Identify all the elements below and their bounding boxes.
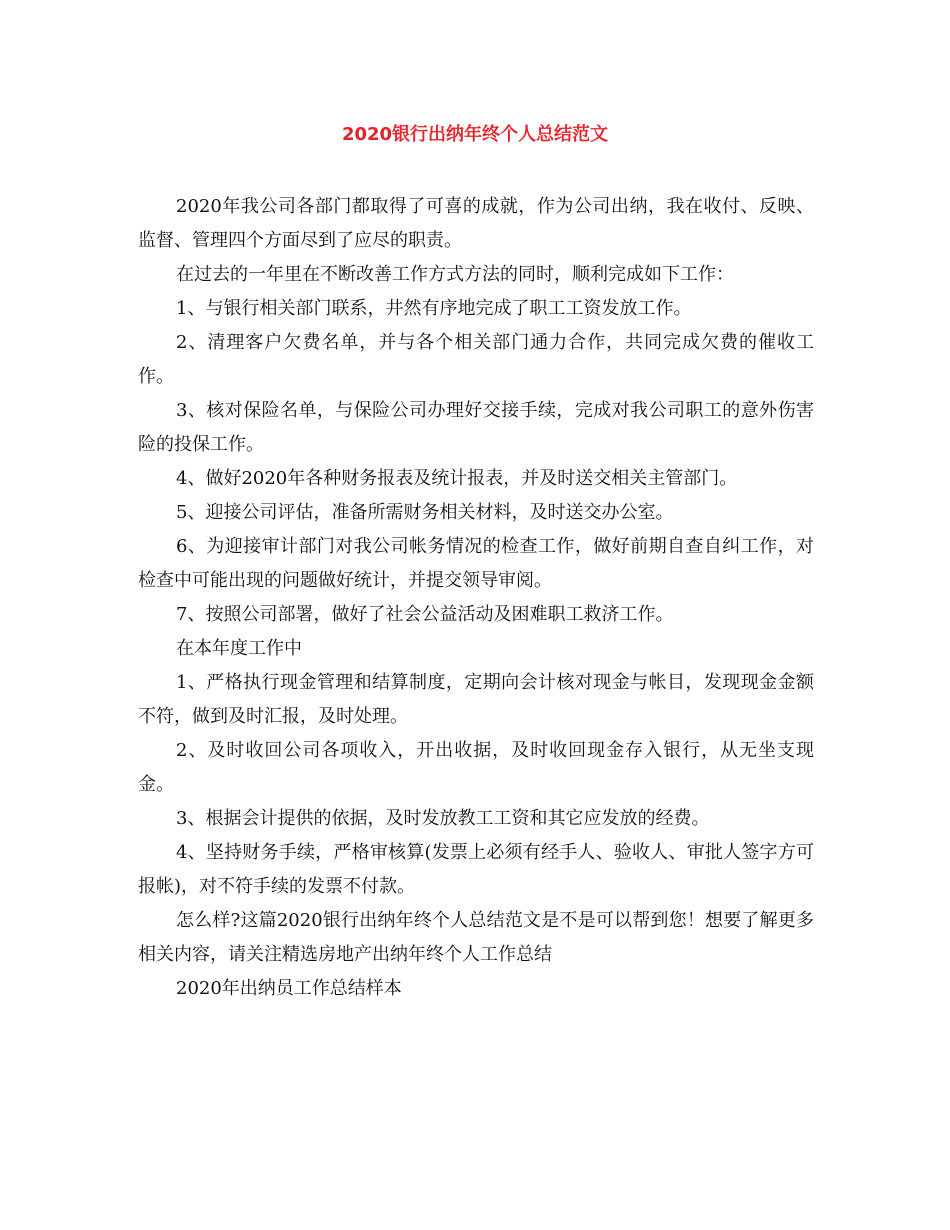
paragraph-item: 3、根据会计提供的依据，及时发放教工工资和其它应发放的经费。 bbox=[176, 808, 710, 829]
paragraph-item: 1、与银行相关部门联系，井然有序地完成了职工工资发放工作。 bbox=[176, 298, 692, 319]
paragraph-item: 4、做好2020年各种财务报表及统计报表，并及时送交相关主管部门。 bbox=[176, 468, 738, 489]
paragraph-intro: 2020年我公司各部门都取得了可喜的成就，作为公司出纳，我在收付、反映、监督、管理四个方面尽到了应尽的职责。 bbox=[138, 196, 814, 251]
paragraph-item: 2、及时收回公司各项收入，开出收据，及时收回现金存入银行，从无坐支现金。 bbox=[138, 740, 814, 795]
paragraph-item: 6、为迎接审计部门对我公司帐务情况的检查工作，做好前期自查自纠工作，对检查中可能出现的问题做好统计，并提交领导审阅。 bbox=[138, 536, 814, 591]
paragraph-item: 2、清理客户欠费名单，并与各个相关部门通力合作，共同完成欠费的催收工作。 bbox=[138, 332, 814, 387]
paragraph-item: 1、严格执行现金管理和结算制度，定期向会计核对现金与帐目，发现现金金额不符，做到及时汇报，及时处理。 bbox=[138, 672, 814, 727]
paragraph-item: 7、按照公司部署，做好了社会公益活动及困难职工救济工作。 bbox=[176, 604, 674, 625]
document-title: 2020银行出纳年终个人总结范文 bbox=[341, 124, 609, 145]
paragraph-item: 5、迎接公司评估，准备所需财务相关材料，及时送交办公室。 bbox=[176, 502, 674, 523]
paragraph-item: 4、坚持财务手续，严格审核算(发票上必须有经手人、验收人、审批人签字方可报帐)，对不符手续的发票不付款。 bbox=[138, 842, 814, 897]
paragraph-item: 3、核对保险名单，与保险公司办理好交接手续，完成对我公司职工的意外伤害险的投保工作。 bbox=[138, 400, 814, 455]
paragraph-section-heading: 在本年度工作中 bbox=[176, 638, 302, 659]
document-body bbox=[138, 190, 814, 1006]
paragraph-related-title: 2020年出纳员工作总结样本 bbox=[176, 978, 402, 999]
paragraph-closing: 怎么样?这篇2020银行出纳年终个人总结范文是不是可以帮到您！想要了解更多相关内容，请关注精选房地产出纳年终个人工作总结 bbox=[138, 910, 814, 965]
paragraph-work-list-heading: 在过去的一年里在不断改善工作方式方法的同时，顺利完成如下工作： bbox=[176, 264, 734, 285]
